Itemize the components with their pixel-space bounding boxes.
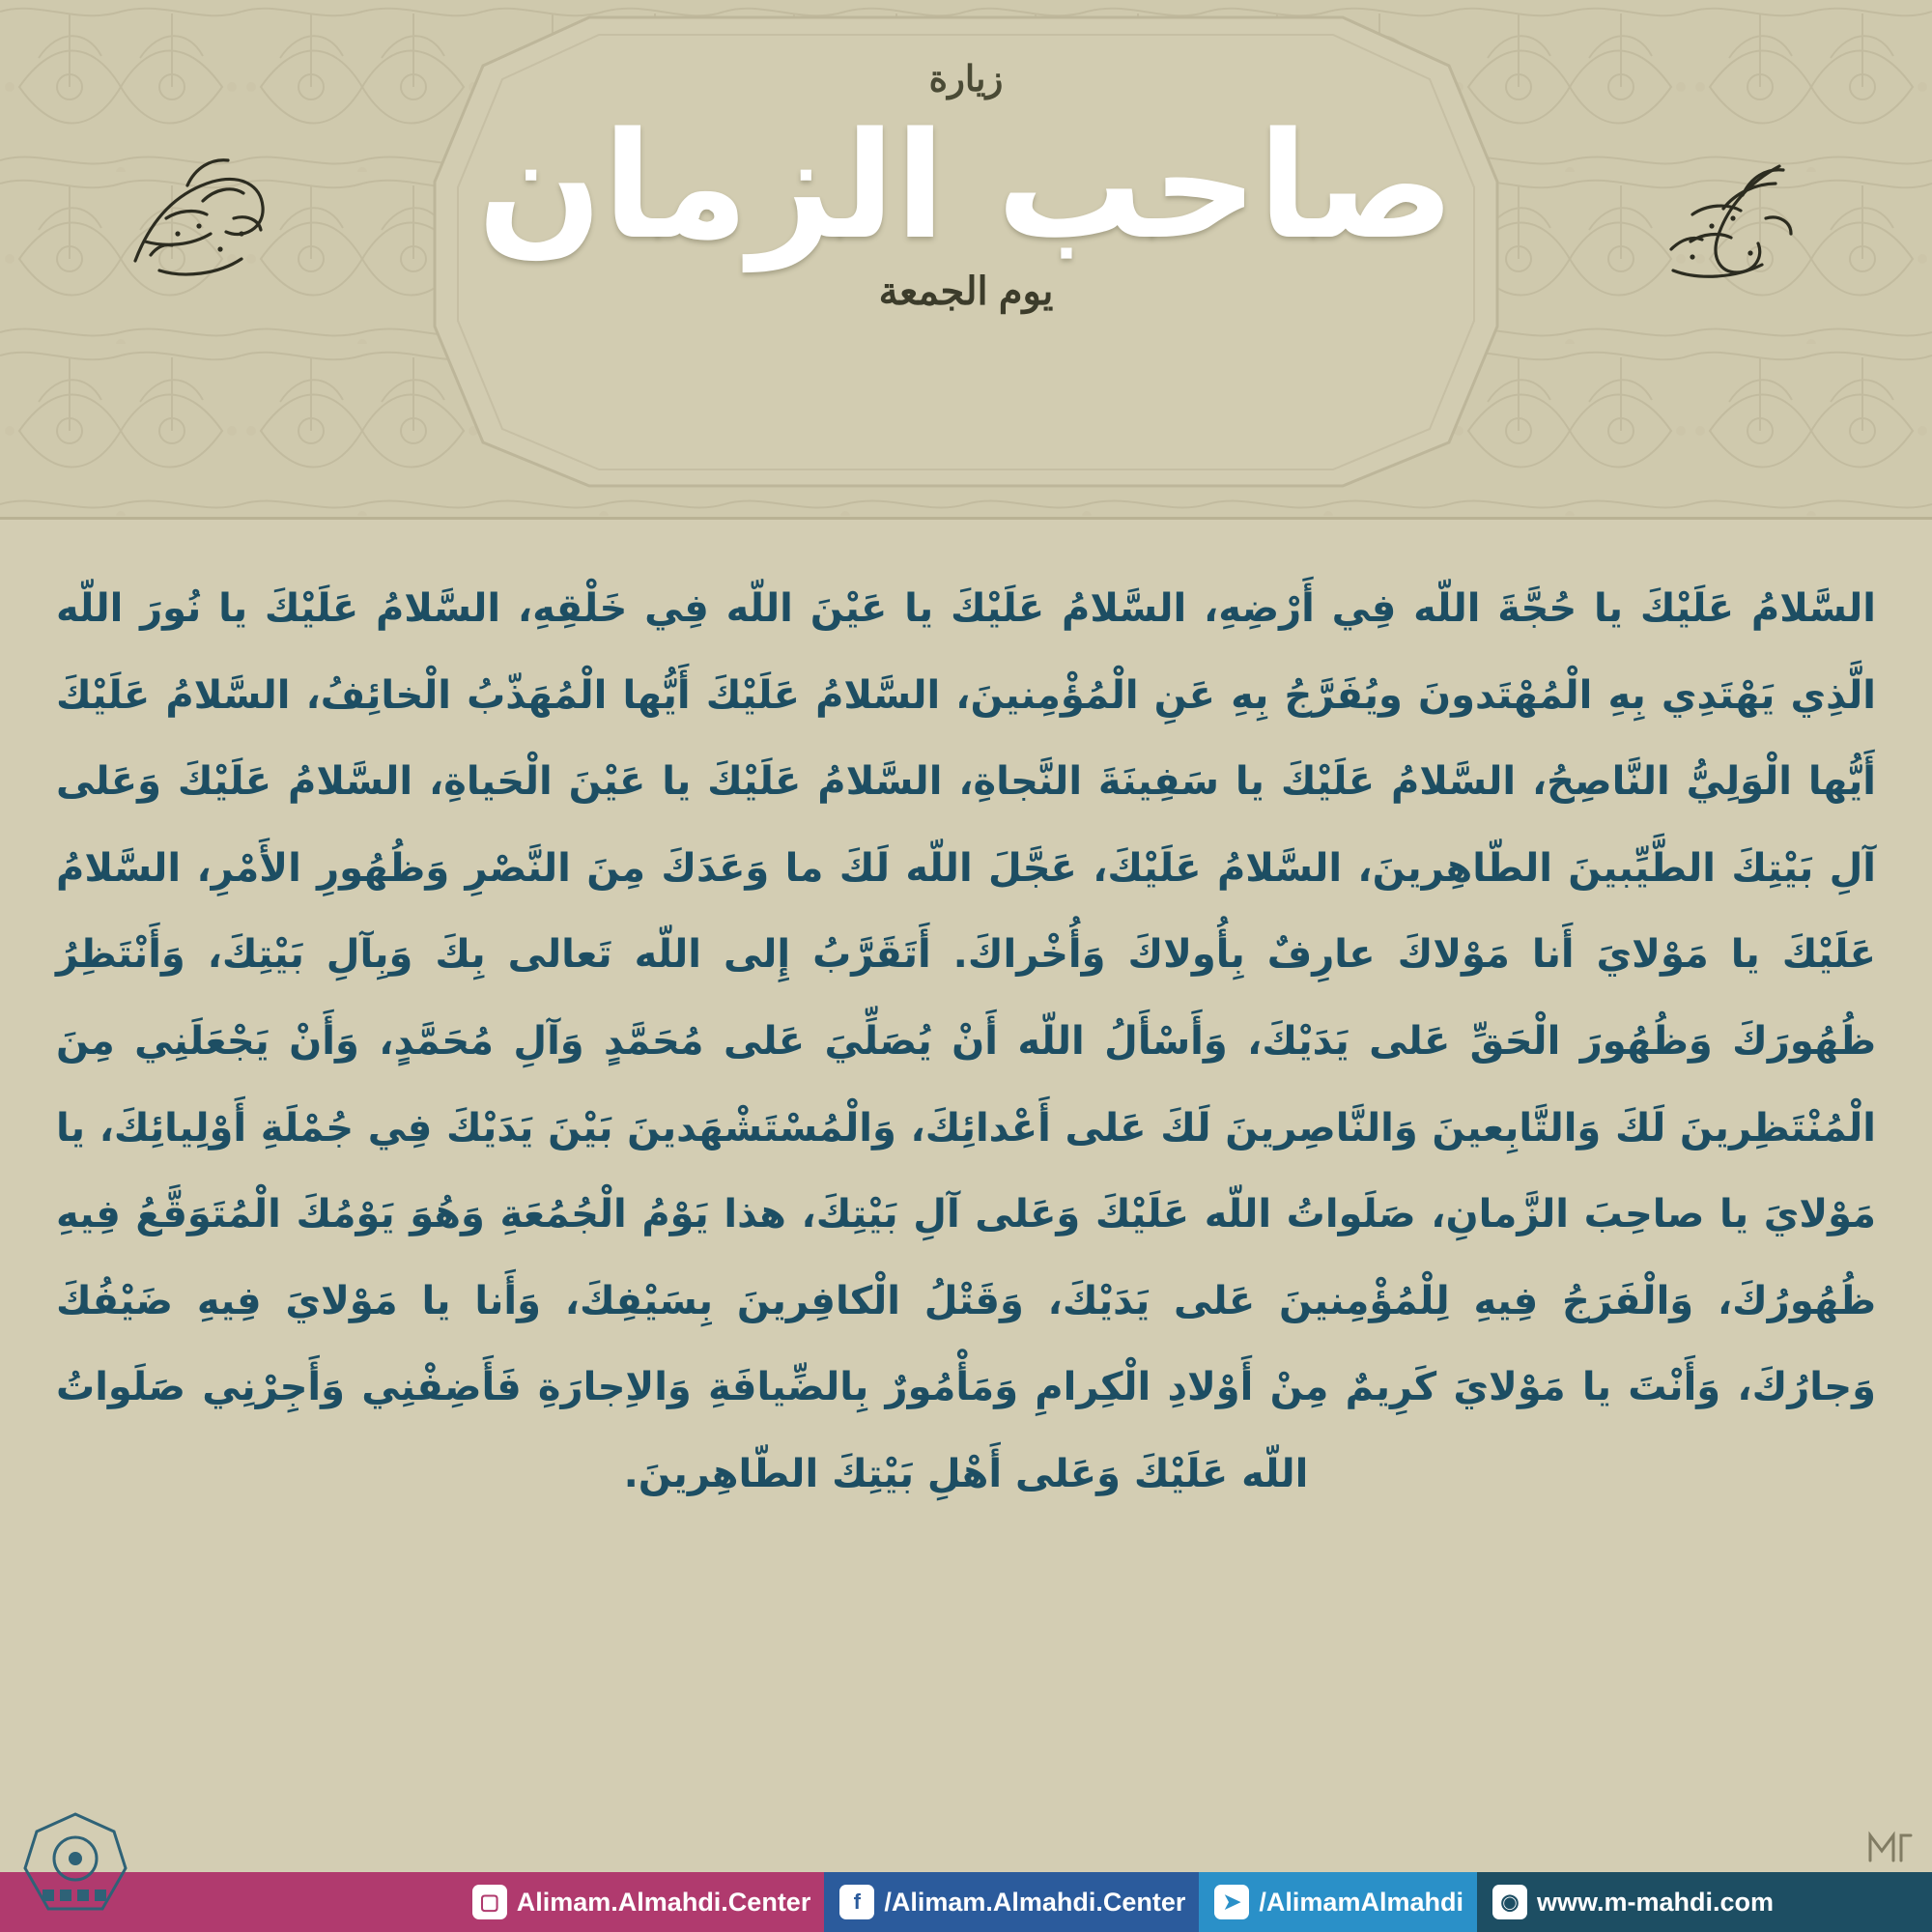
ziyara-label: زيارة bbox=[928, 59, 1004, 99]
center-logo-icon bbox=[17, 1808, 133, 1924]
ziyarat-body bbox=[0, 520, 1932, 1829]
globe-icon: ◉ bbox=[1492, 1885, 1527, 1919]
poster-header bbox=[0, 0, 1932, 520]
header-title-block bbox=[386, 58, 1546, 314]
social-label-telegram: /AlimamAlmahdi bbox=[1259, 1887, 1463, 1917]
basmala-calligraphy-icon bbox=[1634, 126, 1818, 309]
instagram-icon: ▢ bbox=[472, 1885, 507, 1919]
social-link-website[interactable] bbox=[1477, 1872, 1787, 1932]
social-link-telegram[interactable] bbox=[1199, 1872, 1477, 1932]
social-links-bar bbox=[0, 1872, 1932, 1932]
social-label-facebook: /Alimam.Almahdi.Center bbox=[884, 1887, 1186, 1917]
social-link-facebook[interactable] bbox=[824, 1872, 1199, 1932]
social-label-instagram: Alimam.Almahdi.Center bbox=[516, 1887, 811, 1917]
social-link-instagram[interactable] bbox=[457, 1872, 825, 1932]
telegram-icon: ➤ bbox=[1214, 1885, 1249, 1919]
calligraphy-ajjalallah bbox=[106, 126, 290, 309]
publisher-mark-icon bbox=[1862, 1824, 1917, 1868]
facebook-icon: f bbox=[839, 1885, 874, 1919]
page-subtitle: يوم الجمعة bbox=[878, 270, 1054, 313]
calligraphy-basmala bbox=[1634, 126, 1818, 309]
footer-bar-spacer bbox=[1787, 1872, 1932, 1932]
ziyarat-text: السَّلامُ عَلَيْكَ يا حُجَّةَ اللّه فِي أَرْضِهِ، السَّلامُ عَلَيْكَ يا عَيْنَ اللّه فِي خَلْقِهِ، السَّلامُ عَلَيْكَ يا نُورَ اللّه الَّذِي يَهْتَدِي بِهِ الْمُهْتَدونَ ويُفَرَّجُ بِهِ عَنِ الْمُؤْمِنينَ، السَّلامُ عَلَيْكَ أَيُّها الْمُهَذّبُ الْخائِفُ، السَّلامُ عَلَيْكَ أَيُّها الْوَلِيُّ النَّاصِحُ، السَّلامُ عَلَيْكَ يا سَفِينَةَ النَّجاةِ، السَّلامُ عَلَيْكَ يا عَيْنَ الْحَياةِ، السَّلامُ عَلَيْكَ وَعَلى آلِ بَيْتِكَ الطَّيِّبينَ الطّاهِرينَ، السَّلامُ عَلَيْكَ، عَجَّلَ اللّه لَكَ ما وَعَدَكَ مِنَ النَّصْرِ وَظُهُورِ الأَمْرِ، السَّلامُ عَلَيْكَ يا مَوْلايَ أَنا مَوْلاكَ عارِفٌ بِأُولاكَ وَأُخْراكَ. أَتَقَرَّبُ إِلى اللّه تَعالى بِكَ وَبِآلِ بَيْتِكَ، وَأَنْتَظِرُ ظُهُورَكَ وَظُهُورَ الْحَقِّ عَلى يَدَيْكَ، وَأَسْأَلُ اللّه أَنْ يُصَلِّيَ عَلى مُحَمَّدٍ وَآلِ مُحَمَّدٍ، وَأَنْ يَجْعَلَنِي مِنَ الْمُنْتَظِرينَ لَكَ وَالتَّابِعينَ وَالنَّاصِرينَ لَكَ عَلى أَعْدائِكَ، وَالْمُسْتَشْهَدينَ بَيْنَ يَدَيْكَ فِي جُمْلَةِ أَوْلِيائِكَ، يا مَوْلايَ يا صاحِبَ الزَّمانِ، صَلَواتُ اللّه عَلَيْكَ وَعَلى آلِ بَيْتِكَ، هذا يَوْمُ الْجُمُعَةِ وَهُوَ يَوْمُكَ الْمُتَوَقَّعُ فِيهِ ظُهُورُكَ، وَالْفَرَجُ فِيهِ لِلْمُؤْمِنينَ عَلى يَدَيْكَ، وَقَتْلُ الْكافِرينَ بِسَيْفِكَ، وَأَنا يا مَوْلايَ فِيهِ ضَيْفُكَ وَجارُكَ، وَأَنْتَ يا مَوْلايَ كَرِيمٌ مِنْ أَوْلادِ الْكِرامِ وَمَأْمُورٌ بِالضِّيافَةِ وَالاِجارَةِ فَأَضِفْنِي وَأَجِرْنِي صَلَواتُ اللّه عَلَيْكَ وَعَلى أَهْلِ بَيْتِكَ الطّاهِرينَ. bbox=[56, 586, 1876, 1496]
social-label-website: www.m-mahdi.com bbox=[1536, 1887, 1774, 1917]
poster-footer bbox=[0, 1826, 1932, 1932]
page-title: صاحب الزمان bbox=[477, 100, 1455, 271]
ajjalallah-calligraphy-icon bbox=[106, 126, 290, 309]
